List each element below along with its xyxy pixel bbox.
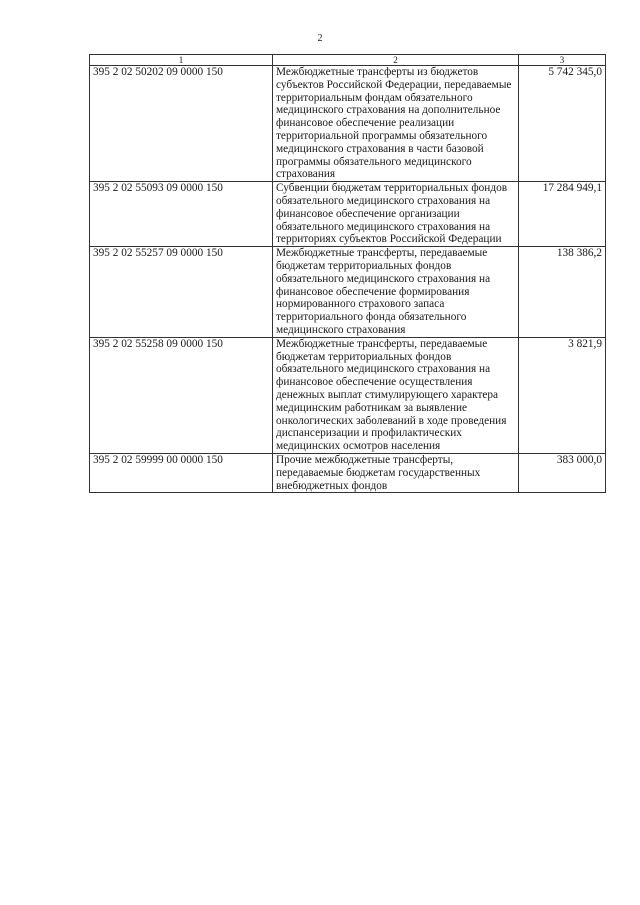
table-header-row — [90, 55, 606, 66]
amount-cell: 138 386,2 — [519, 247, 606, 338]
budget-code-cell: 395 2 02 50202 09 0000 150 — [90, 66, 273, 182]
column-header-code: 1 — [90, 55, 273, 66]
revenue-name-cell: Субвенции бюджетам территориальных фондов обязательного медицинского страхования на финансовое обеспечение организации обязательного медицинского страхования на территориях субъектов Российской Федерации — [273, 182, 519, 247]
budget-code-cell: 395 2 02 55258 09 0000 150 — [90, 337, 273, 453]
amount-cell: 3 821,9 — [519, 337, 606, 453]
table-row — [90, 66, 606, 182]
revenue-name-cell: Межбюджетные трансферты из бюджетов субъектов Российской Федерации, передаваемые территориальным фондам обязательного медицинского страхования на дополнительное финансовое обеспечение реализации территориальной программы обязательного медицинского страхования в части базовой программы обязательного медицинского страхования — [273, 66, 519, 182]
amount-cell: 17 284 949,1 — [519, 182, 606, 247]
budget-code-cell: 395 2 02 55257 09 0000 150 — [90, 247, 273, 338]
amount-cell: 383 000,0 — [519, 453, 606, 492]
column-header-amount: 3 — [519, 55, 606, 66]
revenue-name-cell: Межбюджетные трансферты, передаваемые бюджетам территориальных фондов обязательного медицинского страхования на финансовое обеспечение формирования нормированного страхового запаса территориального фонда обязательного медицинского страхования — [273, 247, 519, 338]
table-row — [90, 182, 606, 247]
budget-revenue-table — [89, 54, 606, 493]
revenue-name-cell: Прочие межбюджетные трансферты, передаваемые бюджетам государственных внебюджетных фондов — [273, 453, 519, 492]
budget-code-cell: 395 2 02 59999 00 0000 150 — [90, 453, 273, 492]
table-row — [90, 337, 606, 453]
revenue-name-cell: Межбюджетные трансферты, передаваемые бюджетам территориальных фондов обязательного медицинского страхования на финансовое обеспечение осуществления денежных выплат стимулирующего характера медицинским работникам за выявление онкологических заболеваний в ходе проведения диспансеризации и профилактических медицинских осмотров населения — [273, 337, 519, 453]
table-row — [90, 453, 606, 492]
page-number: 2 — [317, 33, 323, 44]
amount-cell: 5 742 345,0 — [519, 66, 606, 182]
column-header-name: 2 — [273, 55, 519, 66]
budget-code-cell: 395 2 02 55093 09 0000 150 — [90, 182, 273, 247]
table-row — [90, 247, 606, 338]
